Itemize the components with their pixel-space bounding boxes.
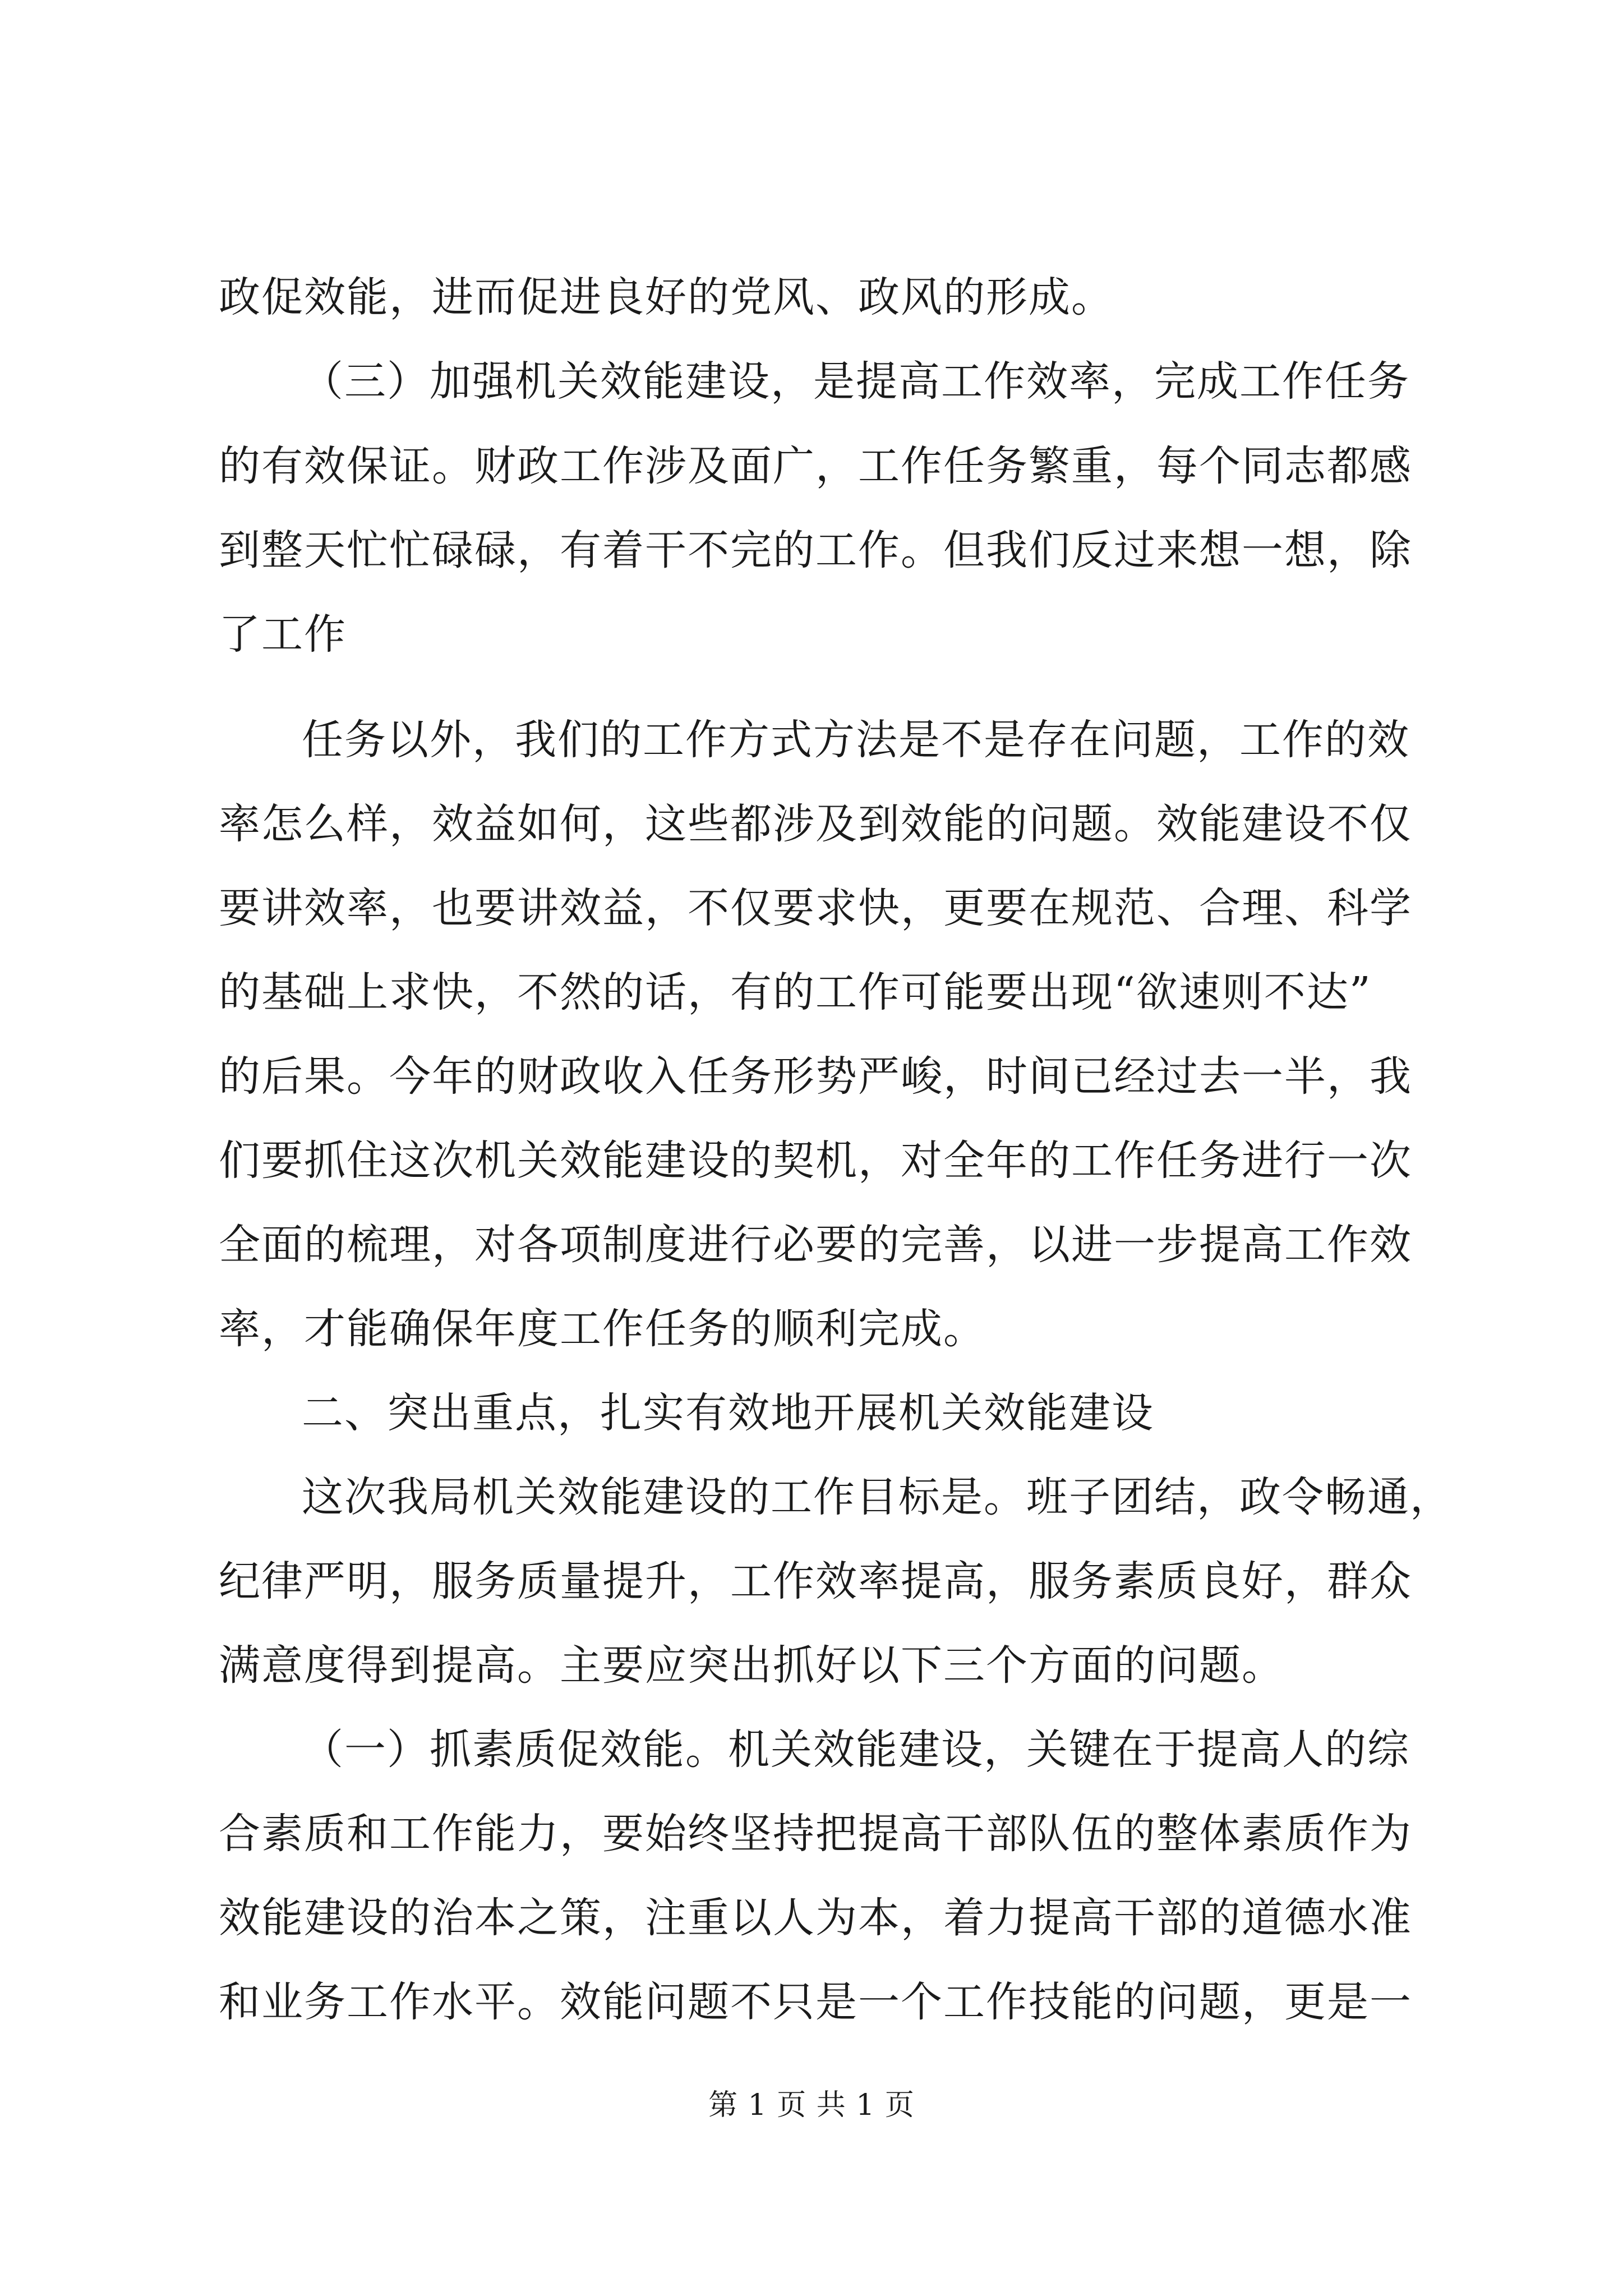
- text-line: 和业务工作水平。效能问题不只是一个工作技能的问题，更是一: [219, 1978, 1412, 2026]
- text-line: 任务以外，我们的工作方式方法是不是存在问题，工作的效: [302, 716, 1410, 764]
- text-line: 要讲效率，也要讲效益，不仅要求快，更要在规范、合理、科学: [219, 884, 1412, 932]
- text-line: 们要抓住这次机关效能建设的契机，对全年的工作任务进行一次: [219, 1137, 1412, 1185]
- text-line: 的基础上求快，不然的话，有的工作可能要出现“欲速则不达”: [219, 968, 1372, 1016]
- text-line: 了工作: [219, 610, 347, 659]
- text-line: 到整天忙忙碌碌，有着干不完的工作。但我们反过来想一想，除: [219, 526, 1412, 574]
- text-line: （一）抓素质促效能。机关效能建设，关键在于提高人的综: [302, 1726, 1410, 1774]
- text-line: 满意度得到提高。主要应突出抓好以下三个方面的问题。: [219, 1641, 1284, 1690]
- text-line: 纪律严明，服务质量提升，工作效率提高，服务素质良好，群众: [219, 1557, 1412, 1605]
- section-heading: 二、突出重点，扎实有效地开展机关效能建设: [302, 1389, 1154, 1437]
- text-line: 的后果。今年的财政收入任务形势严峻，时间已经过去一半，我: [219, 1052, 1412, 1101]
- text-line: 这次我局机关效能建设的工作目标是。班子团结，政令畅通，: [302, 1473, 1453, 1521]
- text-line: 合素质和工作能力，要始终坚持把提高干部队伍的整体素质作为: [219, 1810, 1412, 1858]
- text-line: 率怎么样，效益如何，这些都涉及到效能的问题。效能建设不仅: [219, 800, 1412, 848]
- text-line: 率，才能确保年度工作任务的顺利完成。: [219, 1305, 986, 1353]
- text-line: 政促效能，进而促进良好的党风、政风的形成。: [219, 273, 1114, 321]
- text-line: 的有效保证。财政工作涉及面广，工作任务繁重，每个同志都感: [219, 442, 1412, 490]
- text-line: （三）加强机关效能建设，是提高工作效率，完成工作任务: [302, 357, 1410, 406]
- text-line: 效能建设的治本之策，注重以人为本，着力提高干部的道德水准: [219, 1894, 1412, 1942]
- text-line: 全面的梳理，对各项制度进行必要的完善，以进一步提高工作效: [219, 1221, 1412, 1269]
- page-number-footer: 第 1 页 共 1 页: [708, 2088, 915, 2122]
